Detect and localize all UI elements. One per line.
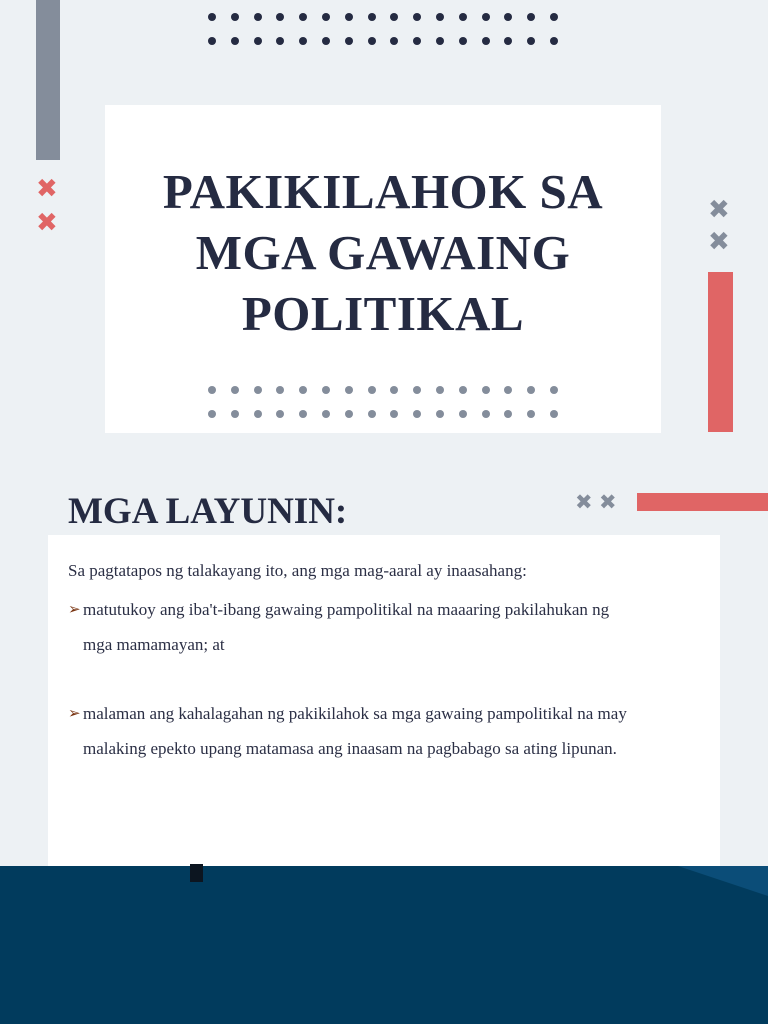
- decor-dot: [208, 410, 216, 418]
- decor-dot: [254, 410, 262, 418]
- decor-dot: [322, 410, 330, 418]
- slide-title-line: MGA GAWAING: [195, 225, 571, 280]
- decor-dot: [368, 13, 376, 21]
- decor-dot: [459, 37, 467, 45]
- decor-dot: [527, 386, 535, 394]
- decor-dot: [413, 410, 421, 418]
- decor-dot: [299, 13, 307, 21]
- decor-dot: [504, 410, 512, 418]
- decor-dot: [322, 386, 330, 394]
- decor-dot: [208, 37, 216, 45]
- decor-dot: [413, 37, 421, 45]
- decor-dot: [231, 13, 239, 21]
- slide-title-line: PAKIKILAHOK SA: [162, 164, 604, 219]
- decor-dot: [527, 13, 535, 21]
- decor-dot: [231, 37, 239, 45]
- section-heading: MGA LAYUNIN:: [68, 491, 348, 532]
- decor-dot: [231, 386, 239, 394]
- decor-dot: [254, 13, 262, 21]
- decor-dot: [276, 410, 284, 418]
- decor-dot: [390, 410, 398, 418]
- decor-dot: [504, 386, 512, 394]
- decor-red-bar-vertical: [708, 272, 733, 432]
- decor-dot: [459, 13, 467, 21]
- decor-marker: [190, 864, 203, 882]
- decor-dot: [413, 386, 421, 394]
- decor-dot: [527, 410, 535, 418]
- footer-accent: [678, 866, 768, 896]
- decor-dot: [459, 386, 467, 394]
- close-x-icon: ✖: [599, 490, 617, 514]
- decor-red-bar-horizontal: [637, 493, 768, 511]
- decor-dot: [345, 37, 353, 45]
- decor-dot: [390, 386, 398, 394]
- decor-dot: [482, 386, 490, 394]
- decor-dot: [322, 37, 330, 45]
- decor-dot: [231, 410, 239, 418]
- footer-band: [0, 866, 768, 1024]
- decor-dot: [436, 386, 444, 394]
- close-x-icon: ✖: [708, 227, 730, 257]
- decor-dot: [345, 13, 353, 21]
- decor-gray-bar: [36, 0, 60, 160]
- decor-dot: [299, 386, 307, 394]
- decor-dot: [482, 13, 490, 21]
- decor-dot: [436, 37, 444, 45]
- objective-item: [68, 696, 723, 766]
- decor-dot: [368, 386, 376, 394]
- decor-dot: [550, 410, 558, 418]
- decor-dot-grid-card: [208, 386, 558, 418]
- decor-dot: [550, 386, 558, 394]
- decor-dot: [436, 13, 444, 21]
- decor-dot: [413, 13, 421, 21]
- objective-text-line: malaking epekto upang matamasa ang inaasam na pagbabago sa ating lipunan.: [83, 739, 617, 758]
- decor-dot: [504, 37, 512, 45]
- decor-dot: [550, 37, 558, 45]
- decor-dot: [527, 37, 535, 45]
- objective-item: [68, 592, 723, 662]
- decor-dot: [368, 37, 376, 45]
- close-x-icon: ✖: [575, 490, 593, 514]
- decor-dot: [459, 410, 467, 418]
- decor-dot: [299, 410, 307, 418]
- decor-dot: [322, 13, 330, 21]
- objective-text-line: mga mamamayan; at: [83, 635, 225, 654]
- decor-dot: [368, 410, 376, 418]
- decor-dot: [482, 410, 490, 418]
- decor-dot: [276, 37, 284, 45]
- decor-dot: [550, 13, 558, 21]
- close-x-icon: ✖: [708, 195, 730, 225]
- decor-dot-grid-top: [208, 13, 558, 45]
- close-x-icon: ✖: [36, 208, 58, 238]
- slide-title-line: POLITIKAL: [241, 286, 525, 341]
- objective-text-line: malaman ang kahalagahan ng pakikilahok sa mga gawaing pampolitikal na may: [83, 704, 627, 723]
- objective-text-line: matutukoy ang iba't-ibang gawaing pampolitikal na maaaring pakilahukan ng: [83, 600, 610, 619]
- decor-dot: [254, 386, 262, 394]
- slide-title: [105, 161, 661, 344]
- decor-dot: [299, 37, 307, 45]
- close-x-icon: ✖: [36, 174, 58, 204]
- decor-dot: [276, 13, 284, 21]
- decor-dot: [208, 13, 216, 21]
- objectives-intro: Sa pagtatapos ng talakayang ito, ang mga mag-aaral ay inaasahang:: [68, 561, 527, 580]
- decor-dot: [345, 386, 353, 394]
- decor-dot: [208, 386, 216, 394]
- decor-dot: [504, 13, 512, 21]
- decor-dot: [345, 410, 353, 418]
- arrow-bullet-icon: ➢: [68, 600, 81, 618]
- title-card: [105, 105, 661, 433]
- arrow-bullet-icon: ➢: [68, 704, 81, 722]
- decor-dot: [254, 37, 262, 45]
- objectives-card: [48, 535, 720, 867]
- decor-dot: [482, 37, 490, 45]
- decor-dot: [390, 13, 398, 21]
- decor-dot: [390, 37, 398, 45]
- decor-dot: [436, 410, 444, 418]
- decor-dot: [276, 386, 284, 394]
